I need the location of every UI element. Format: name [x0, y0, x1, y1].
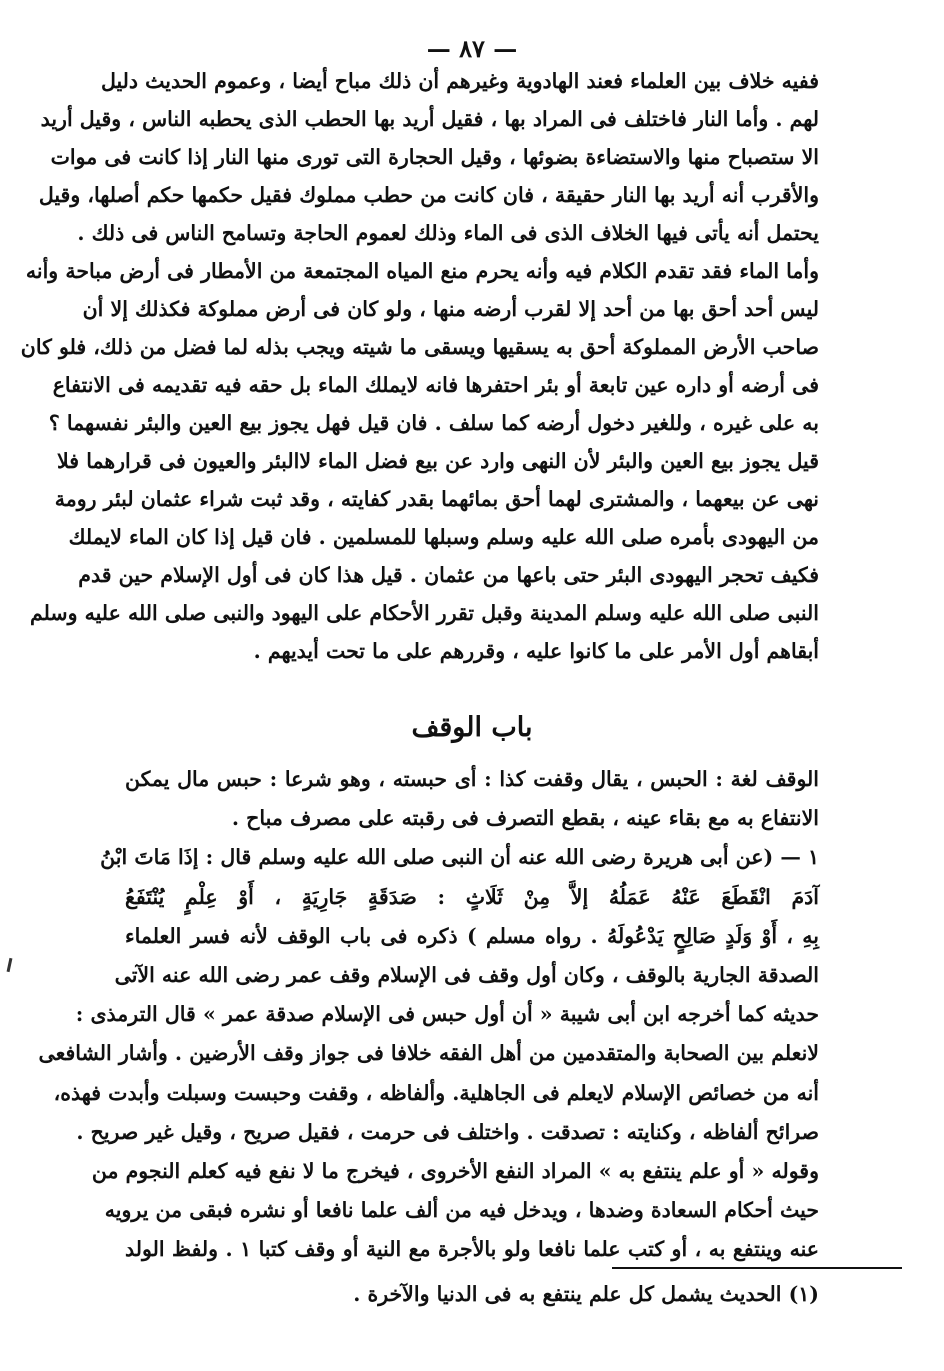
- page-number: — ٨٧ —: [426, 34, 518, 63]
- text-line: وقوله « أو علم ينتفع به » المراد النفع الأخروى ، فيخرج ما لا نفع فيه كعلم النجوم من: [91, 1158, 819, 1183]
- text-line: صاحب الأرض المملوكة أحق به يسقيها ويسقى ما شيته ويجب بذله لما فضل من ذلك، فلو كان: [20, 335, 819, 359]
- text-line: لهم . وأما النار فاختلف فى المراد بها ، فقيل أريد بها الحطب الذى يحطبه الناس ، وقيل أريد: [40, 107, 819, 131]
- text-line: بِهِ ، أَوْ وَلَدٍ صَالِحٍ يَدْعُولَهُ . رواه مسلم ) ذكره فى باب الوقف لأنه فسر العلماء: [125, 923, 819, 948]
- text-line: أنه من خصائص الإسلام لايعلم فى الجاهلية. وألفاظه ، وقفت وحبست وسبلت وأبدت فهذه،: [53, 1080, 819, 1105]
- text-line: فى أرضه أو داره عين تابعة أو بئر احتفرها فانه لايملك الماء بل حقه فيه تقديمه فى الانتفاع: [52, 373, 819, 397]
- footnote-divider: [612, 1267, 902, 1269]
- section-heading: باب الوقف: [411, 712, 533, 743]
- text-line: وأما الماء فقد تقدم الكلام فيه وأنه يحرم منع المياه المجتمعة من الأمطار فى أرض مباحة وأنه: [25, 259, 819, 283]
- text-line: النبى صلى الله عليه وسلم المدينة وقبل تقرر الأحكام على اليهود والنبى صلى الله عليه وسلم: [29, 601, 819, 625]
- text-line: صرائح ألفاظه ، وكنايته : تصدقت . واختلف فى حرمت ، فقيل صريح ، وقيل غير صريح .: [76, 1119, 819, 1144]
- text-line: يحتمل أنه يأتى فيها الخلاف الذى فى الماء وذلك لعموم الحاجة وتسامح الناس فى ذلك .: [77, 221, 819, 245]
- text-line: الصدقة الجارية بالوقف ، وكان أول وقف فى الإسلام وقف عمر رضى الله عنه الآتى: [114, 962, 819, 987]
- text-line: والأقرب أنه أريد بها النار حقيقة ، فان كانت من حطب مملوك فقيل حكمها حكم أصلها، وقيل: [38, 183, 819, 207]
- text-line: الا ستصباح منها والاستضاءة بضوئها ، وقيل الحجارة التى تورى منها النار إذا كانت فى موات: [50, 145, 819, 169]
- text-line: ١ — (عن أبى هريرة رضى الله عنه أن النبى صلى الله عليه وسلم قال : إذَا مَاتَ ابْنُ: [100, 845, 819, 870]
- text-line: أبقاهم أول الأمر على ما كانوا عليه ، وقررهم على ما تحت أيديهم .: [253, 639, 819, 663]
- footnote: (١) الحديث يشمل كل علم ينتفع به فى الدنيا والآخرة .: [353, 1282, 819, 1306]
- main-text-bottom: [38, 760, 820, 1269]
- text-line: آدَمَ انْقَطَعَ عَنْهُ عَمَلُهُ إلاَّ مِنْ ثَلَاثٍ : صَدَقَةٍ جَارِيَةٍ ، أَوْ عِلْمٍ يُنْتَفَعُ: [125, 884, 819, 909]
- text-line: ليس أحد أحق بها من أحد إلا لقرب أرضه منها ، ولو كان فى أرض مملوكة فكذلك إلا أن: [82, 297, 819, 321]
- text-line: فكيف تحجر اليهودى البئر حتى باعها من عثمان . قيل هذا كان فى أول الإسلام حين قدم: [78, 563, 819, 587]
- text-line: عنه وينتفع به ، أو كتب علما نافعا ولو بالأجرة مع النية أو وقف كتبا ١ . ولفظ الولد: [125, 1237, 820, 1262]
- main-text-top: [20, 62, 819, 670]
- text-line: الوقف لغة : الحبس ، يقال وقفت كذا : أى حبسته ، وهو شرعا : حبس مال يمكن: [125, 767, 819, 791]
- text-line: به على غيره ، وللغير دخول أرضه كما سلف . فان قيل فهل يجوز بيع العين والبئر نفسهما ؟: [48, 411, 819, 435]
- text-line: لانعلم بين الصحابة والمتقدمين من أهل الفقه خلافا فى جواز وقف الأرضين . وأشار الشافعى: [38, 1041, 819, 1066]
- text-line: الانتفاع به مع بقاء عينه ، بقطع التصرف فى رقبته على مصرف مباح .: [231, 806, 819, 831]
- text-line: ففيه خلاف بين العلماء فعند الهادوية وغيرهم أن ذلك مباح أيضا ، وعموم الحديث دليل: [100, 69, 819, 93]
- text-line: حيث أحكام السعادة وضدها ، ويدخل فيه من ألف علما نافعا أو نشره فبقى من يرويه: [104, 1198, 819, 1223]
- text-line: قيل يجوز بيع العين والبئر لأن النهى وارد عن بيع فضل الماء لاالبئر والعيون فى قرارهما فلا: [57, 449, 819, 473]
- text-line: حديثه كما أخرجه ابن أبى شيبة « أن أول حبس فى الإسلام صدقة عمر » قال الترمذى :: [75, 1002, 819, 1027]
- margin-mark: [7, 958, 13, 972]
- text-line: نهى عن بيعهما ، والمشترى لهما أحق بمائهما بقدر كفايته ، وقد ثبت شراء عثمان لبئر رومة: [54, 487, 819, 511]
- text-line: من اليهودى بأمره صلى الله عليه وسلم وسبلها للمسلمين . فان قيل إذا كان الماء لايملك: [68, 525, 819, 549]
